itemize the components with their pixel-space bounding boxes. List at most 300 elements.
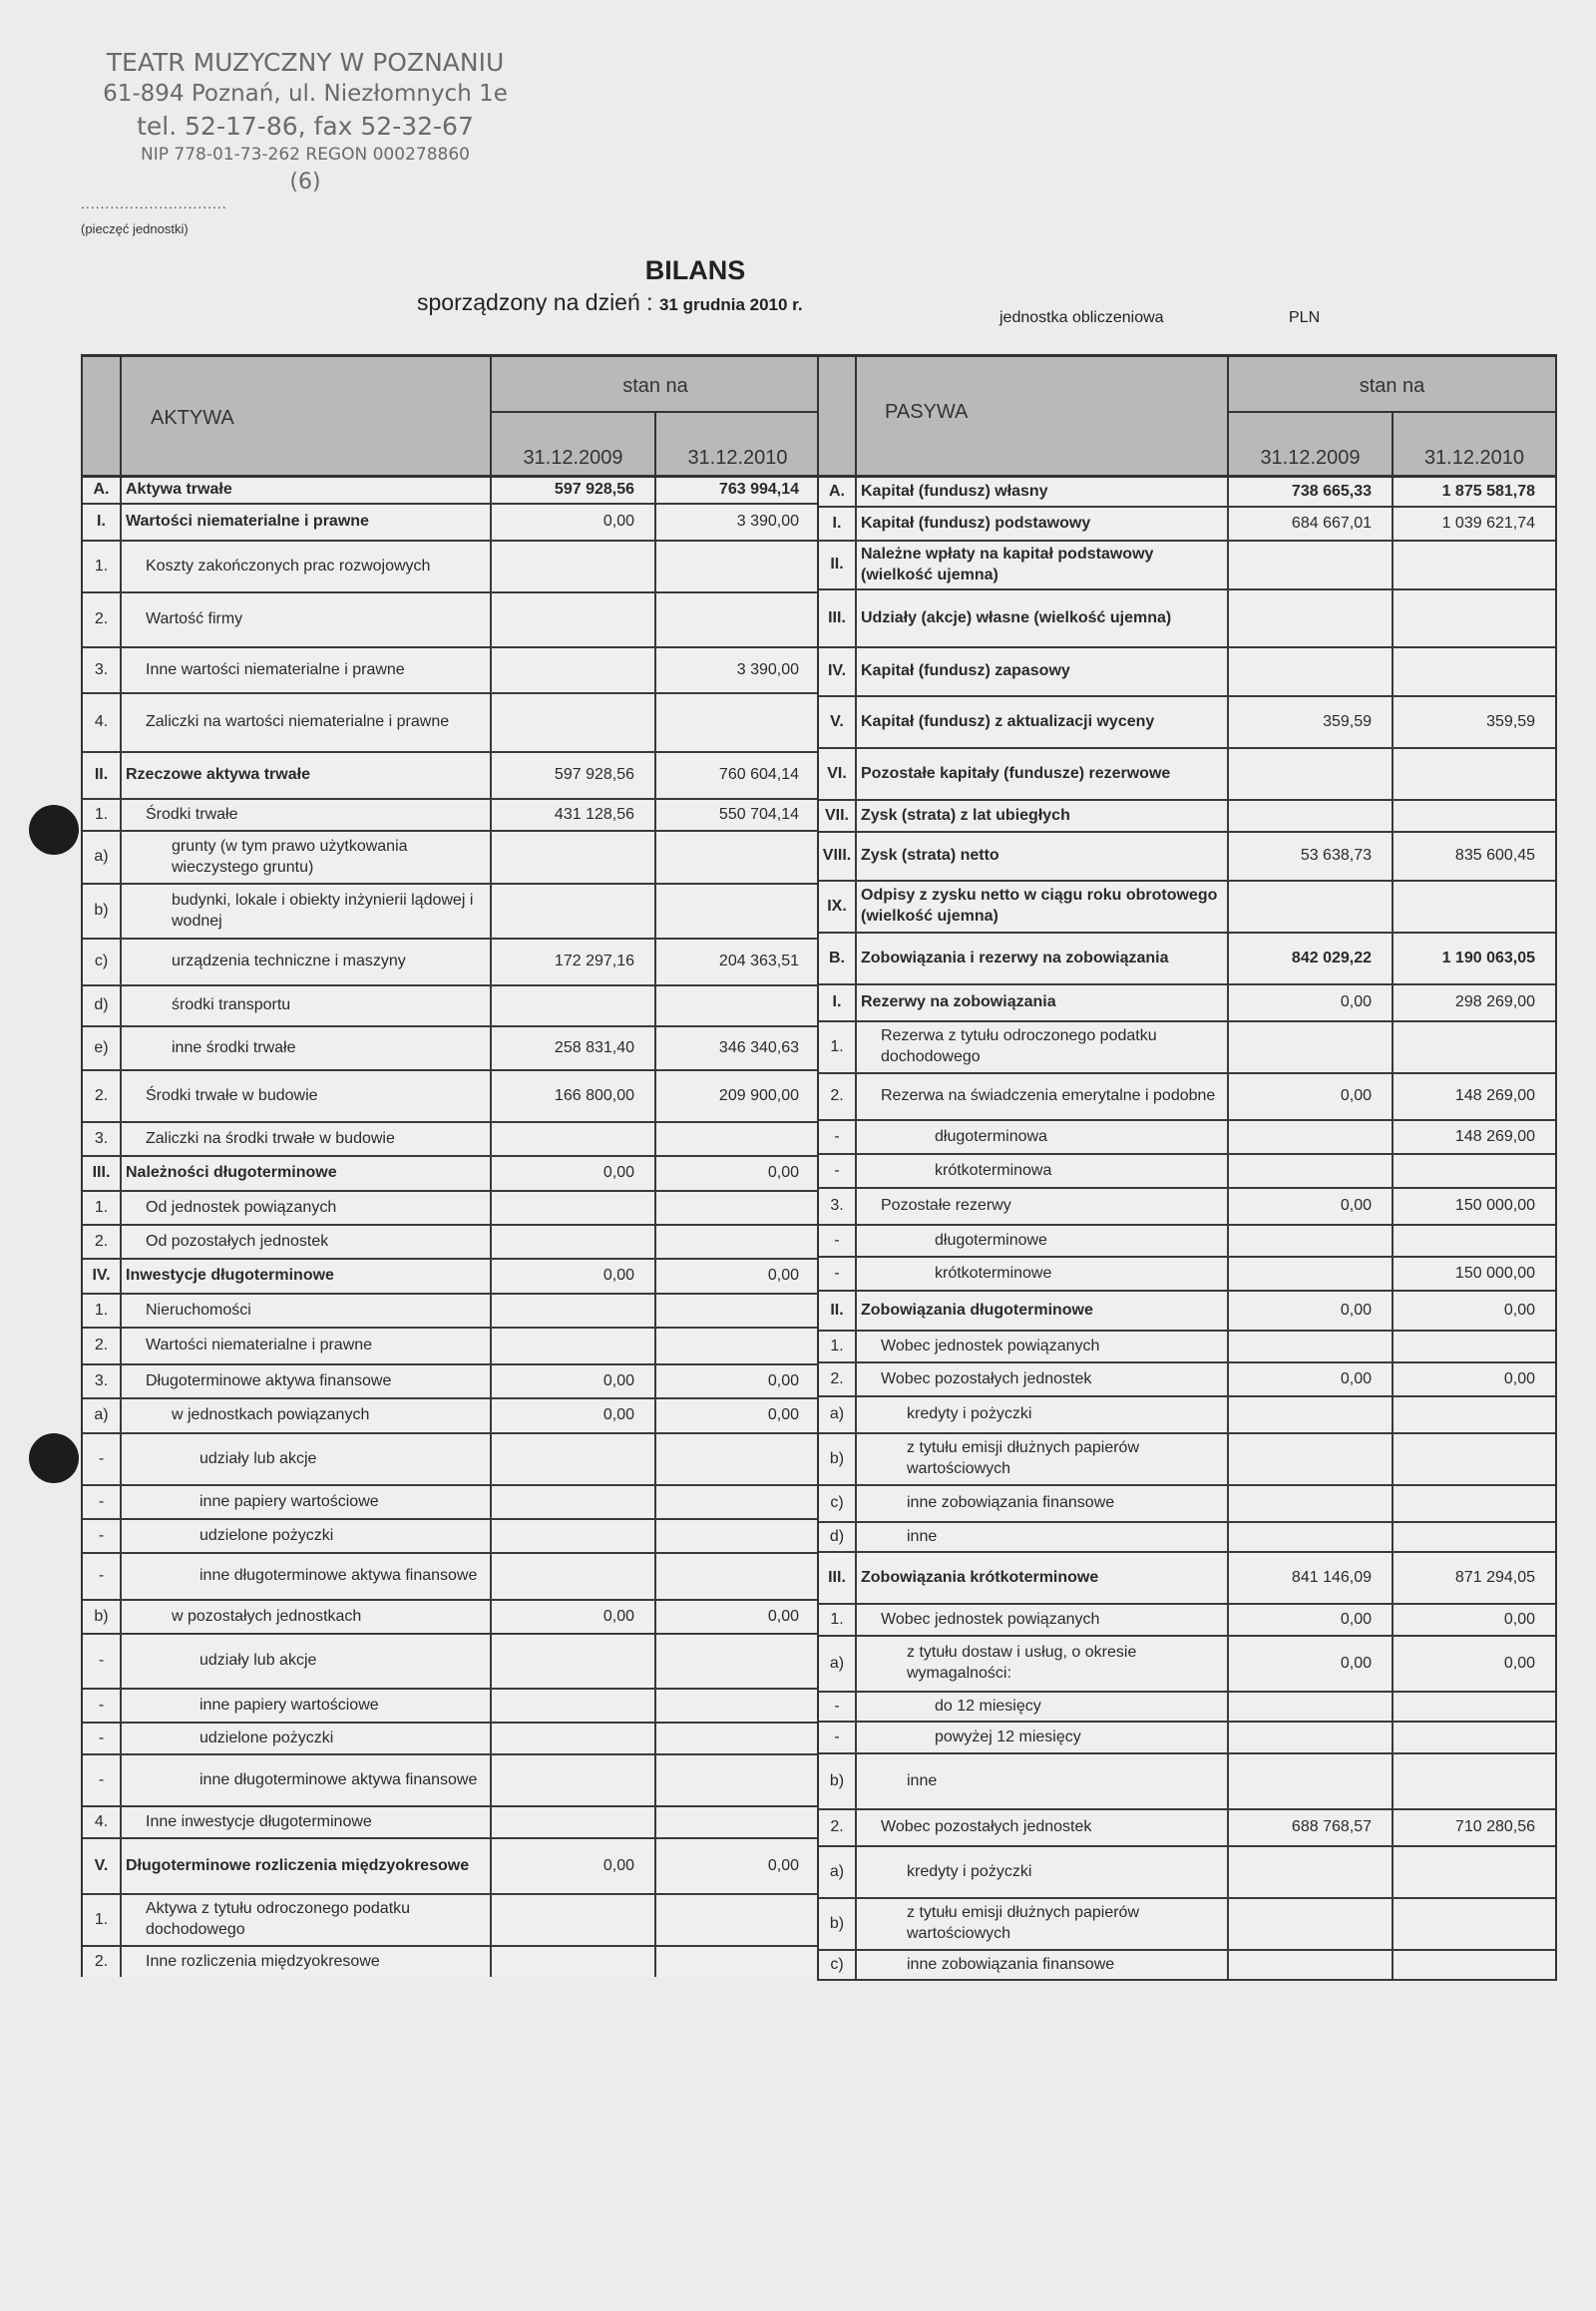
value-2010 bbox=[656, 1486, 819, 1518]
row-number: VIII. bbox=[819, 833, 857, 880]
liabilities-heading: PASYWA bbox=[885, 401, 969, 423]
table-row bbox=[819, 1951, 1555, 1981]
row-label: środki transportu bbox=[122, 986, 492, 1025]
table-row bbox=[83, 1839, 819, 1895]
value-2009 bbox=[1229, 1523, 1394, 1551]
value-2009: 0,00 bbox=[1229, 1605, 1394, 1635]
row-number: 2. bbox=[83, 1071, 122, 1121]
row-label: Kapitał (fundusz) zapasowy bbox=[857, 648, 1229, 695]
value-2010: 3 390,00 bbox=[736, 513, 799, 531]
table-row bbox=[83, 832, 819, 885]
row-label: Długoterminowe rozliczenia międzyokresowe bbox=[122, 1839, 492, 1893]
value-2009: 0,00 bbox=[492, 1365, 656, 1397]
row-number: b) bbox=[819, 1899, 857, 1949]
table-row bbox=[819, 1189, 1555, 1226]
row-number: b) bbox=[83, 1601, 122, 1633]
value-2009 bbox=[1229, 1022, 1394, 1072]
row-number: - bbox=[819, 1723, 857, 1752]
liabilities-col-2010: 31.12.2010 bbox=[1423, 447, 1525, 469]
table-row bbox=[83, 986, 819, 1027]
row-number: c) bbox=[83, 940, 122, 984]
value-2009: 359,59 bbox=[1229, 697, 1394, 747]
value-2009: 258 831,40 bbox=[492, 1027, 656, 1069]
row-label: udzielone pożyczki bbox=[122, 1520, 492, 1552]
value-2009 bbox=[492, 1724, 656, 1753]
row-number: 1. bbox=[819, 1022, 857, 1072]
value-2009: 597 928,56 bbox=[492, 478, 656, 503]
value-2010 bbox=[656, 1192, 819, 1224]
row-label: Rezerwy na zobowiązania bbox=[857, 985, 1229, 1020]
row-number: 2. bbox=[83, 1226, 122, 1258]
table-row bbox=[819, 1397, 1555, 1434]
row-number: III. bbox=[819, 1553, 857, 1603]
value-2009: 0,00 bbox=[1229, 1292, 1394, 1330]
row-number: 2. bbox=[83, 1329, 122, 1363]
table-row bbox=[83, 1071, 819, 1123]
value-2009 bbox=[1229, 1723, 1394, 1752]
value-2009 bbox=[1229, 801, 1394, 831]
row-label: inne długoterminowe aktywa finansowe bbox=[122, 1554, 492, 1599]
row-label: Rezerwa z tytułu odroczonego podatku dochodowego bbox=[857, 1022, 1229, 1072]
assets-col-2009: 31.12.2009 bbox=[492, 413, 656, 475]
table-row bbox=[819, 1899, 1555, 1951]
table-row bbox=[83, 505, 819, 542]
row-number: 1. bbox=[83, 542, 122, 591]
value-2009 bbox=[1229, 590, 1394, 646]
row-label: Zysk (strata) z lat ubiegłych bbox=[857, 801, 1229, 831]
value-2010: 0,00 bbox=[767, 1164, 799, 1182]
row-number: IV. bbox=[83, 1260, 122, 1293]
value-2009: 738 665,33 bbox=[1229, 478, 1394, 506]
value-2009 bbox=[1229, 1486, 1394, 1521]
stamp-number: (6) bbox=[289, 170, 321, 194]
row-label: inne długoterminowe aktywa finansowe bbox=[122, 1755, 492, 1805]
row-number: - bbox=[83, 1486, 122, 1518]
value-2010 bbox=[656, 1434, 819, 1484]
value-2009 bbox=[492, 1690, 656, 1722]
row-number: III. bbox=[83, 1157, 122, 1190]
row-label: inne środki trwałe bbox=[122, 1027, 492, 1069]
value-2009 bbox=[1229, 1258, 1394, 1290]
table-row bbox=[83, 1724, 819, 1755]
value-2010: 150 000,00 bbox=[1454, 1264, 1535, 1282]
liabilities-col-2009: 31.12.2009 bbox=[1229, 413, 1394, 475]
document-subtitle bbox=[417, 289, 803, 316]
unit-value: PLN bbox=[1289, 309, 1321, 326]
value-2010 bbox=[656, 832, 819, 883]
row-number: I. bbox=[819, 985, 857, 1020]
value-2009 bbox=[492, 1895, 656, 1945]
row-number: 1. bbox=[83, 1295, 122, 1327]
table-row bbox=[83, 1027, 819, 1071]
value-2009 bbox=[492, 1486, 656, 1518]
value-2009 bbox=[1229, 1155, 1394, 1187]
value-2010: 0,00 bbox=[767, 1607, 799, 1625]
value-2009 bbox=[492, 1755, 656, 1805]
row-label: kredyty i pożyczki bbox=[857, 1397, 1229, 1432]
liabilities-table-header bbox=[819, 357, 1555, 478]
table-row bbox=[83, 1260, 819, 1295]
row-label: Udziały (akcje) własne (wielkość ujemna) bbox=[857, 590, 1229, 646]
row-number: VII. bbox=[819, 801, 857, 831]
value-2010: 204 363,51 bbox=[718, 953, 799, 970]
table-row bbox=[83, 1807, 819, 1839]
row-number: a) bbox=[83, 832, 122, 883]
value-2010: 710 280,56 bbox=[1454, 1818, 1535, 1836]
value-2010: 150 000,00 bbox=[1454, 1197, 1535, 1215]
row-number: 1. bbox=[83, 800, 122, 830]
table-row bbox=[83, 593, 819, 648]
table-row bbox=[83, 694, 819, 753]
row-number: a) bbox=[819, 1847, 857, 1897]
row-label: Rezerwa na świadczenia emerytalne i podobne bbox=[857, 1074, 1229, 1119]
row-label: urządzenia techniczne i maszyny bbox=[122, 940, 492, 984]
table-row bbox=[83, 1690, 819, 1724]
table-row bbox=[819, 648, 1555, 697]
value-2009 bbox=[1229, 1693, 1394, 1721]
table-row bbox=[83, 1601, 819, 1635]
row-number: - bbox=[83, 1520, 122, 1552]
row-number: - bbox=[819, 1121, 857, 1153]
value-2010 bbox=[656, 1755, 819, 1805]
row-number: 2. bbox=[819, 1363, 857, 1395]
value-2009 bbox=[1229, 1899, 1394, 1949]
table-row bbox=[83, 1554, 819, 1601]
table-row bbox=[819, 749, 1555, 801]
row-number: 3. bbox=[819, 1189, 857, 1224]
value-2010: 1 190 063,05 bbox=[1441, 949, 1535, 966]
table-row bbox=[83, 1755, 819, 1807]
row-number: 2. bbox=[83, 593, 122, 646]
row-number: 3. bbox=[83, 648, 122, 692]
row-number: V. bbox=[83, 1839, 122, 1893]
row-label: Wartości niematerialne i prawne bbox=[122, 505, 492, 540]
row-label: Środki trwałe w budowie bbox=[122, 1071, 492, 1121]
value-2010 bbox=[656, 1520, 819, 1552]
table-row bbox=[83, 1226, 819, 1260]
row-number: 1. bbox=[819, 1605, 857, 1635]
seal-label: (pieczęć jednostki) bbox=[81, 221, 189, 236]
row-label: Zobowiązania i rezerwy na zobowiązania bbox=[857, 934, 1229, 983]
value-2010 bbox=[656, 593, 819, 646]
value-2010 bbox=[656, 1554, 819, 1599]
value-2010: 763 994,14 bbox=[718, 481, 799, 499]
row-label: Wobec jednostek powiązanych bbox=[857, 1605, 1229, 1635]
row-label: krótkoterminowa bbox=[857, 1155, 1229, 1187]
row-number: - bbox=[83, 1635, 122, 1688]
value-2010 bbox=[656, 1690, 819, 1722]
value-2010: 550 704,14 bbox=[718, 805, 799, 823]
value-2009 bbox=[1229, 1847, 1394, 1897]
assets-rows bbox=[83, 478, 819, 1977]
row-number: 1. bbox=[83, 1192, 122, 1224]
value-2010 bbox=[1394, 1723, 1555, 1752]
value-2009 bbox=[492, 1192, 656, 1224]
value-2010 bbox=[1394, 1022, 1555, 1072]
value-2010: 148 269,00 bbox=[1454, 1087, 1535, 1105]
value-2009 bbox=[1229, 542, 1394, 588]
table-row bbox=[819, 1363, 1555, 1397]
value-2009 bbox=[492, 542, 656, 591]
value-2010 bbox=[1394, 749, 1555, 799]
row-label: Długoterminowe aktywa finansowe bbox=[122, 1365, 492, 1397]
value-2009 bbox=[492, 1947, 656, 1977]
row-number: I. bbox=[819, 508, 857, 540]
row-number: a) bbox=[819, 1637, 857, 1691]
table-row bbox=[83, 1329, 819, 1365]
table-row bbox=[83, 1365, 819, 1399]
value-2009 bbox=[492, 1295, 656, 1327]
value-2009 bbox=[492, 1554, 656, 1599]
row-label: inne papiery wartościowe bbox=[122, 1486, 492, 1518]
table-row bbox=[819, 1486, 1555, 1523]
row-number: IV. bbox=[819, 648, 857, 695]
table-row bbox=[819, 1258, 1555, 1292]
table-row bbox=[819, 1723, 1555, 1754]
table-row bbox=[819, 542, 1555, 590]
row-number: B. bbox=[819, 934, 857, 983]
value-2009: 0,00 bbox=[492, 1601, 656, 1633]
row-number: 3. bbox=[83, 1365, 122, 1397]
value-2010: 760 604,14 bbox=[718, 766, 799, 784]
value-2010: 0,00 bbox=[767, 1371, 799, 1389]
row-label: Zaliczki na środki trwałe w budowie bbox=[122, 1123, 492, 1155]
row-number: a) bbox=[819, 1397, 857, 1432]
row-number: 3. bbox=[83, 1123, 122, 1155]
assets-table bbox=[81, 354, 819, 1977]
row-label: Aktywa trwałe bbox=[122, 478, 492, 503]
row-label: Inwestycje długoterminowe bbox=[122, 1260, 492, 1293]
row-label: Inne inwestycje długoterminowe bbox=[122, 1807, 492, 1837]
value-2009: 0,00 bbox=[1229, 985, 1394, 1020]
value-2010 bbox=[1394, 1155, 1555, 1187]
row-label: Rzeczowe aktywa trwałe bbox=[122, 753, 492, 798]
value-2009: 0,00 bbox=[1229, 1074, 1394, 1119]
row-number: 4. bbox=[83, 1807, 122, 1837]
value-2009: 431 128,56 bbox=[492, 800, 656, 830]
seal-dotted-line: .............................. bbox=[81, 195, 227, 211]
row-label: inne papiery wartościowe bbox=[122, 1690, 492, 1722]
value-2010 bbox=[1394, 1523, 1555, 1551]
table-row bbox=[83, 1520, 819, 1554]
row-label: Aktywa z tytułu odroczonego podatku dochodowego bbox=[122, 1895, 492, 1945]
value-2009 bbox=[1229, 882, 1394, 932]
row-number: A. bbox=[819, 478, 857, 506]
value-2010: 0,00 bbox=[1503, 1654, 1535, 1672]
value-2009 bbox=[492, 694, 656, 751]
value-2010 bbox=[656, 885, 819, 938]
row-number: - bbox=[819, 1693, 857, 1721]
value-2010: 3 390,00 bbox=[736, 660, 799, 678]
value-2010: 1 039 621,74 bbox=[1441, 514, 1535, 532]
row-label: Inne wartości niematerialne i prawne bbox=[122, 648, 492, 692]
row-label: powyżej 12 miesięcy bbox=[857, 1723, 1229, 1752]
liabilities-stan-na: stan na bbox=[1229, 357, 1555, 413]
row-label: Należne wpłaty na kapitał podstawowy (wielkość ujemna) bbox=[857, 542, 1229, 588]
value-2009: 0,00 bbox=[1229, 1189, 1394, 1224]
row-number: 2. bbox=[819, 1810, 857, 1845]
table-row bbox=[819, 1693, 1555, 1723]
table-row bbox=[83, 1635, 819, 1690]
value-2009: 0,00 bbox=[1229, 1637, 1394, 1691]
row-number: - bbox=[819, 1258, 857, 1290]
row-number: III. bbox=[819, 590, 857, 646]
row-label: inne bbox=[857, 1523, 1229, 1551]
value-2010: 0,00 bbox=[1503, 1301, 1535, 1319]
table-row bbox=[819, 697, 1555, 749]
table-row bbox=[819, 801, 1555, 833]
table-row bbox=[83, 1947, 819, 1977]
balance-date: 31 grudnia 2010 r. bbox=[658, 295, 803, 314]
table-row bbox=[83, 542, 819, 593]
row-label: w jednostkach powiązanych bbox=[122, 1399, 492, 1432]
row-label: Koszty zakończonych prac rozwojowych bbox=[122, 542, 492, 591]
row-label: Zaliczki na wartości niematerialne i prawne bbox=[122, 694, 492, 751]
header-number-column bbox=[819, 357, 857, 475]
table-row bbox=[819, 508, 1555, 542]
row-label: Wobec jednostek powiązanych bbox=[857, 1332, 1229, 1361]
row-number: IX. bbox=[819, 882, 857, 932]
value-2010 bbox=[656, 1947, 819, 1977]
value-2010 bbox=[656, 1329, 819, 1363]
table-row bbox=[83, 648, 819, 694]
row-label: Zysk (strata) netto bbox=[857, 833, 1229, 880]
value-2009 bbox=[1229, 749, 1394, 799]
row-number: b) bbox=[819, 1754, 857, 1808]
value-2010 bbox=[1394, 1899, 1555, 1949]
row-label: krótkoterminowe bbox=[857, 1258, 1229, 1290]
row-number: - bbox=[83, 1554, 122, 1599]
value-2009 bbox=[1229, 1121, 1394, 1153]
row-label: Nieruchomości bbox=[122, 1295, 492, 1327]
row-label: długoterminowe bbox=[857, 1226, 1229, 1256]
value-2009: 684 667,01 bbox=[1229, 508, 1394, 540]
table-row bbox=[83, 885, 819, 940]
row-number: 1. bbox=[83, 1895, 122, 1945]
table-row bbox=[83, 478, 819, 505]
value-2009 bbox=[492, 593, 656, 646]
value-2010 bbox=[656, 542, 819, 591]
row-number: V. bbox=[819, 697, 857, 747]
row-number: d) bbox=[83, 986, 122, 1025]
row-number: 2. bbox=[83, 1947, 122, 1977]
stamp-company-name: TEATR MUZYCZNY W POZNANIU bbox=[106, 48, 505, 77]
value-2010 bbox=[656, 1895, 819, 1945]
value-2009 bbox=[1229, 1332, 1394, 1361]
assets-col-2010: 31.12.2010 bbox=[687, 447, 788, 469]
table-row bbox=[819, 985, 1555, 1022]
value-2009: 841 146,09 bbox=[1229, 1553, 1394, 1603]
table-row bbox=[819, 1121, 1555, 1155]
table-row bbox=[83, 1192, 819, 1226]
value-2010 bbox=[1394, 1951, 1555, 1979]
value-2009 bbox=[492, 1434, 656, 1484]
value-2010 bbox=[1394, 542, 1555, 588]
value-2009 bbox=[1229, 1434, 1394, 1484]
value-2010: 148 269,00 bbox=[1454, 1127, 1535, 1145]
value-2009: 688 768,57 bbox=[1229, 1810, 1394, 1845]
table-row bbox=[819, 1074, 1555, 1121]
row-label: z tytułu dostaw i usług, o okresie wymagalności: bbox=[857, 1637, 1229, 1691]
value-2010 bbox=[1394, 590, 1555, 646]
value-2010 bbox=[656, 1807, 819, 1837]
value-2010: 871 294,05 bbox=[1454, 1568, 1535, 1586]
value-2009: 172 297,16 bbox=[492, 940, 656, 984]
table-row bbox=[83, 1486, 819, 1520]
company-stamp bbox=[96, 50, 515, 201]
table-row bbox=[83, 753, 819, 800]
value-2010 bbox=[1394, 882, 1555, 932]
row-number: b) bbox=[83, 885, 122, 938]
row-number: I. bbox=[83, 505, 122, 540]
table-row bbox=[819, 1332, 1555, 1363]
value-2010: 209 900,00 bbox=[718, 1086, 799, 1104]
value-2009: 0,00 bbox=[492, 1399, 656, 1432]
row-label: z tytułu emisji dłużnych papierów wartościowych bbox=[857, 1899, 1229, 1949]
assets-stan-na: stan na bbox=[492, 357, 819, 413]
row-label: Odpisy z zysku netto w ciągu roku obrotowego (wielkość ujemna) bbox=[857, 882, 1229, 932]
value-2009 bbox=[492, 1520, 656, 1552]
table-row bbox=[83, 1895, 819, 1947]
row-label: długoterminowa bbox=[857, 1121, 1229, 1153]
value-2009 bbox=[492, 885, 656, 938]
value-2009 bbox=[492, 648, 656, 692]
row-label: Wobec pozostałych jednostek bbox=[857, 1363, 1229, 1395]
value-2010 bbox=[656, 1295, 819, 1327]
value-2010 bbox=[1394, 1486, 1555, 1521]
value-2009 bbox=[492, 1807, 656, 1837]
value-2010 bbox=[1394, 1226, 1555, 1256]
row-number: c) bbox=[819, 1951, 857, 1979]
table-row bbox=[819, 833, 1555, 882]
value-2009 bbox=[1229, 1397, 1394, 1432]
row-number: II. bbox=[83, 753, 122, 798]
row-number: A. bbox=[83, 478, 122, 503]
punch-hole-icon bbox=[29, 805, 79, 855]
value-2010: 835 600,45 bbox=[1454, 847, 1535, 865]
table-row bbox=[83, 1157, 819, 1192]
table-row bbox=[819, 1022, 1555, 1074]
row-number: e) bbox=[83, 1027, 122, 1069]
row-label: Wartości niematerialne i prawne bbox=[122, 1329, 492, 1363]
liabilities-table bbox=[817, 354, 1557, 1981]
value-2009 bbox=[1229, 648, 1394, 695]
row-number: - bbox=[819, 1226, 857, 1256]
punch-hole-icon bbox=[29, 1433, 79, 1483]
row-label: udziały lub akcje bbox=[122, 1434, 492, 1484]
table-row bbox=[819, 478, 1555, 508]
row-number: II. bbox=[819, 1292, 857, 1330]
row-label: Zobowiązania krótkoterminowe bbox=[857, 1553, 1229, 1603]
value-2010 bbox=[1394, 1332, 1555, 1361]
table-row bbox=[819, 882, 1555, 934]
row-label: budynki, lokale i obiekty inżynierii lądowej i wodnej bbox=[122, 885, 492, 938]
value-2009 bbox=[492, 1329, 656, 1363]
value-2009: 0,00 bbox=[492, 1260, 656, 1293]
row-label: Kapitał (fundusz) własny bbox=[857, 478, 1229, 506]
value-2009: 0,00 bbox=[492, 1157, 656, 1190]
value-2010 bbox=[1394, 1397, 1555, 1432]
value-2010 bbox=[656, 1724, 819, 1753]
table-row bbox=[83, 800, 819, 832]
value-2010: 0,00 bbox=[767, 1406, 799, 1424]
table-row bbox=[819, 1754, 1555, 1810]
row-label: kredyty i pożyczki bbox=[857, 1847, 1229, 1897]
row-label: w pozostałych jednostkach bbox=[122, 1601, 492, 1633]
value-2010 bbox=[1394, 1434, 1555, 1484]
row-number: - bbox=[83, 1690, 122, 1722]
value-2009 bbox=[492, 1226, 656, 1258]
